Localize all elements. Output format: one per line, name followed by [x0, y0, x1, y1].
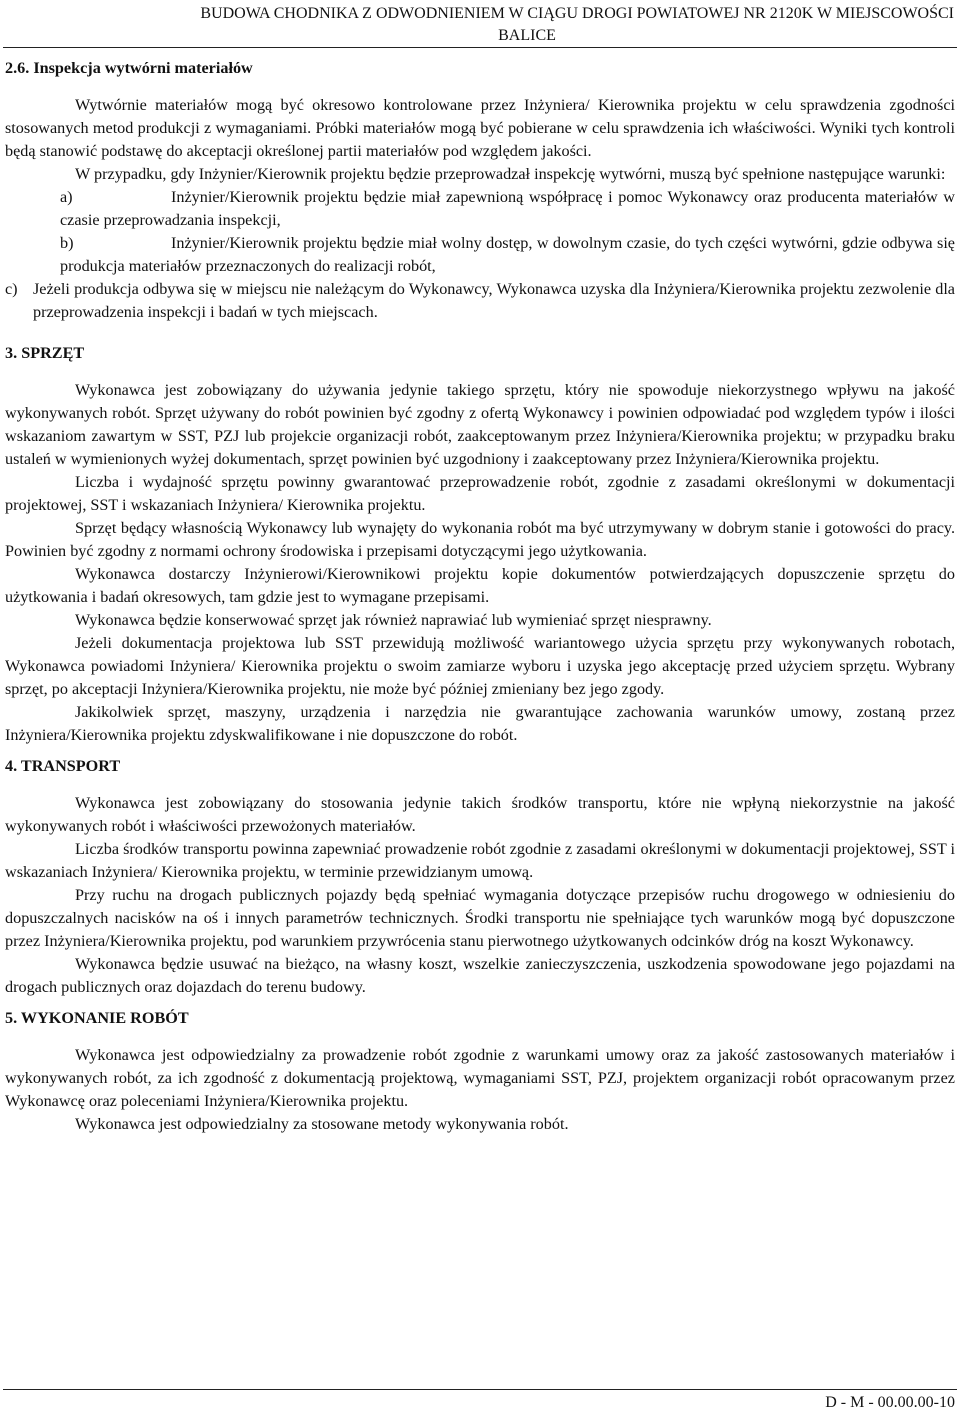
list-marker: a)	[60, 188, 73, 206]
paragraph: Sprzęt będący własnością Wykonawcy lub wynajęty do wykonania robót ma być utrzymywany w dobrym stanie i gotowości do pracy. Powinien być zgodny z normami ochrony środowiska i przepisami dotyczącymi jego użytkowania.	[5, 519, 955, 560]
list-item	[5, 278, 955, 324]
header-divider	[3, 47, 957, 48]
paragraph: Jakikolwiek sprzęt, maszyny, urządzenia i narzędzia nie gwarantujące zachowania warunków umowy, zostaną przez Inżyniera/Kierownika projektu zdyskwalifikowane i nie dopuszczone do robót.	[5, 703, 955, 744]
paragraph: Liczba środków transportu powinna zapewniać prowadzenie robót zgodnie z zasadami określonymi w dokumentacji projektowej, SST i wskazaniach Inżyniera/ Kierownika projektu, w terminie przewidzianym umową.	[5, 840, 955, 881]
section-heading-3: 3. SPRZĘT	[5, 344, 85, 362]
paragraph: Wykonawca dostarczy Inżynierowi/Kierownikowi projektu kopie dokumentów potwierdzających dopuszczenie sprzętu do użytkowania i badań okresowych, tam gdzie jest to wymagane przepisami.	[5, 565, 955, 606]
list-marker: c)	[5, 280, 18, 298]
paragraph: Wykonawca jest odpowiedzialny za stosowane metody wykonywania robót.	[75, 1115, 569, 1133]
list-item-text: Inżynier/Kierownik projektu będzie miał zapewnioną współpracę i pomoc Wykonawcy oraz producenta materiałów w czasie przeprowadzania inspekcji,	[60, 188, 955, 229]
paragraph: Wykonawca będzie usuwać na bieżąco, na własny koszt, wszelkie zanieczyszczenia, uszkodzenia spowodowane jego pojazdami na drogach publicznych oraz dojazdach do terenu budowy.	[5, 955, 955, 996]
paragraph: Wytwórnie materiałów mogą być okresowo kontrolowane przez Inżyniera/ Kierownika projektu w celu sprawdzenia zgodności stosowanych metod produkcji z wymaganiami. Próbki materiałów mogą być pobierane w celu sprawdzenia ich właściwości. Wyniki tych kontroli będą stanowić podstawę do akceptacji określonej partii materiałów pod względem jakości.	[5, 96, 955, 160]
header-title-line2: BALICE	[498, 27, 556, 44]
list-item	[5, 186, 955, 232]
paragraph: Przy ruchu na drogach publicznych pojazdy będą spełniać wymagania dotyczące przepisów ruchu drogowego w odniesieniu do dopuszczalnych nacisków na oś i innych parametrów technicznych. Środki transportu nie spełniające tych warunków mogą być dopuszczone przez Inżyniera/Kierownika projektu, pod warunkiem przywrócenia stanu pierwotnego użytkowanych odcinków dróg na koszt Wykonawcy.	[5, 886, 955, 950]
paragraph: Wykonawca jest zobowiązany do stosowania jedynie takich środków transportu, które nie wpłyną niekorzystnie na jakość wykonywanych robót i właściwości przewożonych materiałów.	[5, 794, 955, 835]
paragraph: W przypadku, gdy Inżynier/Kierownik projektu będzie przeprowadzał inspekcję wytwórni, muszą być spełnione następujące warunki:	[75, 165, 946, 183]
list-item	[5, 232, 955, 278]
section-heading-2-6: 2.6. Inspekcja wytwórni materiałów	[5, 59, 253, 77]
list-item-text: Jeżeli produkcja odbywa się w miejscu nie należącym do Wykonawcy, Wykonawca uzyska dla Inżyniera/Kierownika projektu zezwolenie dla przeprowadzenia inspekcji i badań w tych miejscach.	[33, 280, 955, 321]
page-code: D - M - 00.00.00-10	[825, 1394, 955, 1411]
paragraph: Liczba i wydajność sprzętu powinny gwarantować przeprowadzenie robót, zgodnie z zasadami określonymi w dokumentacji projektowej, SST i wskazaniach Inżyniera/ Kierownika projektu.	[5, 473, 955, 514]
document-body	[5, 57, 955, 1136]
header-title-line1: BUDOWA CHODNIKA Z ODWODNIENIEM W CIĄGU DROGI POWIATOWEJ NR 2120K W MIEJSCOWOŚCI	[200, 5, 954, 22]
paragraph: Wykonawca jest odpowiedzialny za prowadzenie robót zgodnie z warunkami umowy oraz za jakość zastosowanych materiałów i wykonywanych robót, za ich zgodność z dokumentacją projektową, wymaganiami SST, PZJ, projektem organizacji robót opracowanym przez Wykonawcę oraz poleceniami Inżyniera/Kierownika projektu.	[5, 1046, 955, 1110]
paragraph: Wykonawca jest zobowiązany do używania jedynie takiego sprzętu, który nie spowoduje niekorzystnego wpływu na jakość wykonywanych robót. Sprzęt używany do robót powinien być zgodny z ofertą Wykonawcy i powinien odpowiadać pod względem typów i ilości wskazaniom zawartym w SST, PZJ lub projekcie organizacji robót, zaakceptowanym przez Inżyniera/Kierownika projektu; w przypadku braku ustaleń w wymienionych wyżej dokumentach, sprzęt powinien być uzgodniony i zaakceptowany przez Inżyniera/Kierownika projektu.	[5, 381, 955, 468]
running-header	[80, 3, 954, 47]
paragraph: Jeżeli dokumentacja projektowa lub SST przewidują możliwość wariantowego użycia sprzętu przy wykonywanych robotach, Wykonawca powiadomi Inżyniera/ Kierownika projektu o swoim zamiarze wyboru i uzyska jego akceptację przed użyciem sprzętu. Wybrany sprzęt, po akceptacji Inżyniera/Kierownika projektu, nie może być później zmieniany bez jego zgody.	[5, 634, 955, 698]
list-marker: b)	[60, 234, 74, 252]
list-item-text: Inżynier/Kierownik projektu będzie miał wolny dostęp, w dowolnym czasie, do tych części wytwórni, gdzie odbywa się produkcja materiałów przeznaczonych do realizacji robót,	[60, 234, 955, 275]
footer-divider	[3, 1389, 957, 1390]
paragraph: Wykonawca będzie konserwować sprzęt jak również naprawiać lub wymieniać sprzęt niesprawny.	[75, 611, 712, 629]
section-heading-5: 5. WYKONANIE ROBÓT	[5, 1009, 189, 1027]
section-heading-4: 4. TRANSPORT	[5, 757, 121, 775]
